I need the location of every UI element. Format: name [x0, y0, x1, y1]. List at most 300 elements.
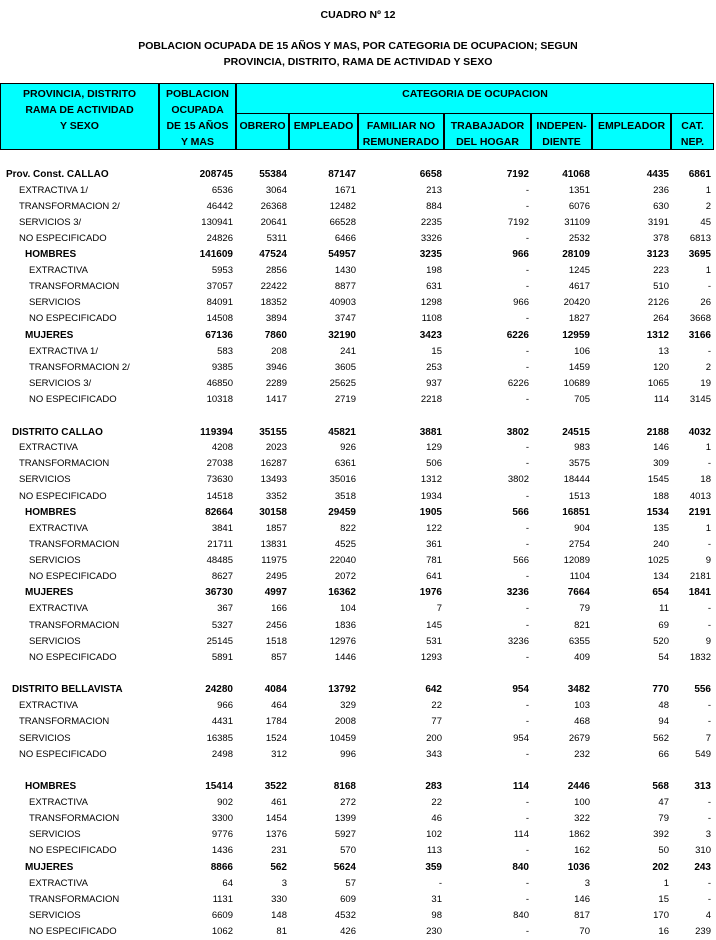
row-value-5: 3802 [506, 427, 529, 438]
row-value-1: 9385 [211, 362, 233, 373]
row-value-6: 79 [579, 603, 590, 614]
row-value-5: - [525, 185, 529, 196]
row-value-7: 3123 [646, 249, 669, 260]
row-value-6: 1827 [568, 313, 590, 324]
row-value-3: 104 [340, 603, 356, 614]
row-value-7: 1025 [647, 555, 669, 566]
row-value-8: 6813 [689, 233, 711, 244]
row-value-3: 40903 [329, 297, 356, 308]
row-value-8: 556 [694, 684, 711, 695]
table-row [0, 295, 716, 311]
row-value-8: 2181 [689, 571, 711, 582]
row-value-6: 24515 [562, 427, 590, 438]
header-provincia-line-3: Y SEXO [60, 120, 99, 132]
row-value-1: 5891 [211, 652, 233, 663]
row-label: TRANSFORMACION 2/ [29, 362, 130, 373]
table-row [0, 537, 716, 553]
row-value-5: 114 [513, 829, 529, 840]
row-value-6: 3482 [567, 684, 590, 695]
table-subtitle-line-1: POBLACION OCUPADA DE 15 AÑOS Y MAS, POR CATEGORIA DE OCUPACION; SEGUN [138, 40, 578, 52]
row-value-7: 50 [658, 845, 669, 856]
row-value-5: 6226 [506, 330, 529, 341]
row-label: MUJERES [25, 330, 74, 341]
row-value-7: 520 [653, 636, 669, 647]
row-value-3: 3518 [334, 491, 356, 502]
table-row [0, 714, 716, 730]
row-value-5: - [525, 845, 529, 856]
table-row [0, 843, 716, 859]
row-value-6: 2446 [567, 781, 590, 792]
row-value-1: 1131 [212, 894, 233, 905]
row-value-6: 18444 [563, 474, 590, 485]
table-row [0, 618, 716, 634]
row-value-6: 2679 [568, 733, 590, 744]
row-value-6: 146 [574, 894, 590, 905]
row-value-3: 6361 [334, 458, 356, 469]
row-value-8: 549 [695, 749, 711, 760]
row-value-7: 378 [653, 233, 669, 244]
table-row [0, 650, 716, 666]
row-value-6: 100 [574, 797, 590, 808]
row-value-2: 2856 [265, 265, 287, 276]
row-value-4: 641 [426, 571, 442, 582]
row-value-5: - [525, 620, 529, 631]
row-label: SERVICIOS [29, 829, 81, 840]
header-categoria-line-1: CATEGORIA DE OCUPACION [402, 88, 548, 100]
row-value-7: 1545 [647, 474, 669, 485]
row-value-6: 16851 [562, 507, 590, 518]
row-value-3: 35016 [329, 474, 356, 485]
row-value-1: 14518 [206, 491, 233, 502]
header-sub-3-line-2: REMUNERADO [362, 136, 440, 148]
row-value-4: 22 [431, 797, 442, 808]
row-value-7: 13 [658, 346, 669, 357]
table-row [0, 585, 716, 601]
table-row [0, 360, 716, 376]
row-value-4: 283 [425, 781, 442, 792]
row-value-3: 5624 [333, 862, 356, 873]
row-value-3: 2008 [334, 716, 356, 727]
row-value-7: 134 [653, 571, 669, 582]
row-value-2: 55384 [259, 169, 287, 180]
row-value-5: - [525, 313, 529, 324]
row-value-5: - [525, 442, 529, 453]
row-value-7: 48 [658, 700, 669, 711]
row-value-6: 409 [574, 652, 590, 663]
table-row [0, 440, 716, 456]
row-value-8: 2191 [688, 507, 711, 518]
row-value-3: 54957 [328, 249, 356, 260]
row-value-5: 966 [512, 249, 529, 260]
row-value-6: 28109 [562, 249, 590, 260]
table-row [0, 247, 716, 263]
row-value-8: 313 [694, 781, 711, 792]
table-row [0, 908, 716, 924]
row-value-6: 4617 [568, 281, 590, 292]
row-value-1: 3841 [211, 523, 233, 534]
table-row [0, 553, 716, 569]
row-value-2: 857 [271, 652, 287, 663]
row-value-1: 4431 [211, 716, 233, 727]
row-value-8: - [707, 281, 711, 292]
row-value-6: 6076 [568, 201, 590, 212]
row-value-4: 7 [436, 603, 442, 614]
row-value-7: 3191 [647, 217, 669, 228]
row-value-2: 1417 [265, 394, 287, 405]
row-value-7: 240 [653, 539, 669, 550]
row-value-5: - [525, 700, 529, 711]
row-value-3: 570 [340, 845, 356, 856]
row-value-8: 3166 [688, 330, 711, 341]
row-value-1: 141609 [199, 249, 233, 260]
row-value-3: 8877 [334, 281, 356, 292]
row-value-5: - [525, 716, 529, 727]
row-value-2: 2023 [265, 442, 287, 453]
row-value-4: 531 [426, 636, 442, 647]
row-value-6: 2754 [568, 539, 590, 550]
row-label: SERVICIOS [29, 910, 81, 921]
row-value-3: 996 [340, 749, 356, 760]
row-value-4: 129 [426, 442, 442, 453]
row-value-5: - [525, 265, 529, 276]
row-value-1: 208745 [199, 169, 233, 180]
row-value-2: 464 [271, 700, 287, 711]
row-value-4: 122 [426, 523, 442, 534]
row-value-8: - [707, 603, 711, 614]
row-label: NO ESPECIFICADO [29, 571, 117, 582]
row-value-2: 208 [271, 346, 287, 357]
row-value-1: 5327 [211, 620, 233, 631]
row-value-3: 29459 [328, 507, 356, 518]
row-value-1: 46850 [206, 378, 233, 389]
row-value-6: 1245 [568, 265, 590, 276]
table-row [0, 328, 716, 344]
header-poblacion-line-2: OCUPADA [171, 104, 224, 116]
row-value-4: 46 [431, 813, 442, 824]
row-value-5: 966 [513, 297, 529, 308]
row-value-4: 642 [425, 684, 442, 695]
row-value-7: 47 [658, 797, 669, 808]
table-row [0, 682, 716, 698]
table-row [0, 263, 716, 279]
row-value-2: 2289 [265, 378, 287, 389]
row-value-2: 3946 [265, 362, 287, 373]
row-value-2: 3064 [265, 185, 287, 196]
row-value-4: 2218 [420, 394, 442, 405]
table-row [0, 376, 716, 392]
row-label: EXTRACTIVA [29, 797, 88, 808]
row-value-3: 25625 [329, 378, 356, 389]
row-label: TRANSFORMACION [29, 620, 120, 631]
row-value-4: 361 [426, 539, 442, 550]
table-row [0, 747, 716, 763]
row-label: DISTRITO CALLAO [12, 427, 103, 438]
header-sub-4-line-2: DEL HOGAR [456, 136, 519, 148]
row-value-8: - [707, 813, 711, 824]
row-value-1: 6609 [211, 910, 233, 921]
row-value-5: - [525, 926, 529, 937]
row-value-1: 5953 [211, 265, 233, 276]
row-value-1: 119394 [200, 427, 233, 438]
row-value-2: 1857 [265, 523, 287, 534]
table-row [0, 569, 716, 585]
row-value-4: 198 [426, 265, 442, 276]
row-value-7: 1065 [647, 378, 669, 389]
row-value-5: 840 [512, 862, 529, 873]
row-value-8: 6861 [688, 169, 711, 180]
row-value-3: 22040 [329, 555, 356, 566]
row-value-6: 70 [579, 926, 590, 937]
row-value-4: 77 [431, 716, 442, 727]
header-provincia-line-2: RAMA DE ACTIVIDAD [25, 104, 134, 116]
row-value-7: 69 [658, 620, 669, 631]
row-value-7: 568 [652, 781, 669, 792]
row-value-2: 20641 [260, 217, 287, 228]
row-value-8: 3695 [688, 249, 711, 260]
row-label: TRANSFORMACION [19, 458, 110, 469]
row-value-7: 2188 [646, 427, 669, 438]
row-value-8: 1 [705, 523, 711, 534]
row-value-1: 84091 [206, 297, 233, 308]
row-value-4: 6658 [419, 169, 442, 180]
row-value-5: 3236 [507, 636, 529, 647]
row-value-6: 1862 [568, 829, 590, 840]
row-value-8: 310 [695, 845, 711, 856]
row-value-6: 41068 [562, 169, 590, 180]
row-value-2: 4997 [264, 587, 287, 598]
table-row [0, 472, 716, 488]
row-label: HOMBRES [25, 249, 77, 260]
row-value-5: - [525, 346, 529, 357]
row-value-5: - [525, 603, 529, 614]
row-value-8: 9 [705, 555, 711, 566]
row-value-2: 7860 [264, 330, 287, 341]
row-value-3: 12976 [329, 636, 356, 647]
table-row [0, 698, 716, 714]
row-label: EXTRACTIVA 1/ [29, 346, 98, 357]
row-value-2: 3894 [265, 313, 287, 324]
row-value-8: - [707, 797, 711, 808]
table-row [0, 199, 716, 215]
row-value-7: 309 [653, 458, 669, 469]
row-value-5: 954 [512, 684, 529, 695]
row-value-3: 426 [340, 926, 356, 937]
row-value-2: 13493 [260, 474, 287, 485]
row-value-5: - [525, 523, 529, 534]
row-value-1: 9776 [211, 829, 233, 840]
row-value-4: 3881 [419, 427, 442, 438]
row-value-7: 54 [658, 652, 669, 663]
row-value-1: 902 [217, 797, 233, 808]
row-value-7: 79 [658, 813, 669, 824]
row-value-6: 106 [574, 346, 590, 357]
row-value-8: 4 [705, 910, 711, 921]
row-value-7: 15 [658, 894, 669, 905]
header-sub-7-line-2: NEP. [680, 136, 705, 148]
header-poblacion-line-4: Y MAS [180, 136, 215, 148]
row-value-6: 705 [574, 394, 590, 405]
table-row [0, 279, 716, 295]
row-value-3: 3747 [334, 313, 356, 324]
table-row [0, 505, 716, 521]
row-value-6: 1459 [568, 362, 590, 373]
row-value-1: 8627 [211, 571, 233, 582]
row-value-5: - [525, 281, 529, 292]
row-value-6: 468 [574, 716, 590, 727]
row-label: MUJERES [25, 587, 74, 598]
row-value-8: - [707, 700, 711, 711]
row-value-3: 1446 [334, 652, 356, 663]
row-value-1: 46442 [206, 201, 233, 212]
row-label: EXTRACTIVA [29, 523, 88, 534]
row-value-8: - [707, 716, 711, 727]
row-value-6: 904 [574, 523, 590, 534]
row-value-3: 2072 [334, 571, 356, 582]
row-value-5: - [525, 571, 529, 582]
row-value-6: 2532 [568, 233, 590, 244]
row-value-4: 145 [426, 620, 442, 631]
row-value-7: 1312 [646, 330, 669, 341]
row-value-1: 24826 [206, 233, 233, 244]
table-row [0, 489, 716, 505]
row-value-8: 4032 [688, 427, 711, 438]
row-value-8: 26 [700, 297, 711, 308]
row-value-3: 13792 [328, 684, 356, 695]
row-value-3: 8168 [333, 781, 356, 792]
row-label: NO ESPECIFICADO [29, 926, 117, 937]
row-value-7: 223 [653, 265, 669, 276]
row-value-2: 11975 [261, 555, 287, 566]
row-value-4: 22 [431, 700, 442, 711]
row-value-5: - [525, 797, 529, 808]
header-sub-3-line-1: FAMILIAR NO [366, 120, 436, 132]
row-value-6: 10689 [563, 378, 590, 389]
header-sub-6-line-1: EMPLEADOR [597, 120, 666, 132]
row-value-4: 15 [431, 346, 442, 357]
row-value-3: 4525 [334, 539, 356, 550]
row-value-2: 2495 [265, 571, 287, 582]
row-label: EXTRACTIVA [29, 265, 88, 276]
row-value-1: 10318 [206, 394, 233, 405]
row-value-1: 367 [217, 603, 233, 614]
row-value-7: 1534 [646, 507, 669, 518]
row-value-3: 1430 [334, 265, 356, 276]
row-value-7: 11 [659, 603, 669, 614]
row-value-3: 6466 [334, 233, 356, 244]
row-value-4: 506 [426, 458, 442, 469]
table-row [0, 924, 716, 940]
row-value-8: - [707, 346, 711, 357]
header-sub-2-line-1: EMPLEADO [293, 120, 354, 132]
row-value-4: 1298 [420, 297, 442, 308]
row-value-8: 2 [705, 201, 711, 212]
row-label: SERVICIOS [29, 555, 81, 566]
row-label: NO ESPECIFICADO [29, 394, 117, 405]
row-value-3: 1836 [334, 620, 356, 631]
row-value-8: 3145 [689, 394, 711, 405]
row-value-2: 35155 [259, 427, 287, 438]
row-value-7: 135 [653, 523, 669, 534]
row-label: SERVICIOS [29, 297, 81, 308]
table-row [0, 215, 716, 231]
row-value-4: 937 [426, 378, 442, 389]
row-value-3: 45821 [328, 427, 356, 438]
table-row [0, 167, 716, 183]
row-value-6: 983 [574, 442, 590, 453]
row-value-7: 392 [653, 829, 669, 840]
table-row [0, 731, 716, 747]
table-row [0, 779, 716, 795]
row-value-2: 47524 [259, 249, 287, 260]
row-value-3: 272 [340, 797, 356, 808]
row-label: NO ESPECIFICADO [19, 491, 107, 502]
row-value-5: - [525, 894, 529, 905]
row-value-2: 1784 [265, 716, 287, 727]
row-value-2: 26368 [260, 201, 287, 212]
row-value-2: 3522 [264, 781, 287, 792]
row-value-2: 166 [271, 603, 287, 614]
row-value-2: 5311 [266, 233, 287, 244]
row-value-7: 120 [653, 362, 669, 373]
row-value-4: 213 [426, 185, 442, 196]
row-value-1: 15414 [205, 781, 233, 792]
row-value-8: 7 [705, 733, 711, 744]
row-value-2: 461 [271, 797, 287, 808]
row-value-1: 1062 [211, 926, 233, 937]
row-value-5: - [525, 813, 529, 824]
row-value-3: 609 [340, 894, 356, 905]
row-value-7: 146 [653, 442, 669, 453]
row-value-1: 3300 [211, 813, 233, 824]
header-sub-1-line-1: OBRERO [239, 120, 286, 132]
row-value-6: 821 [574, 620, 590, 631]
row-value-5: - [525, 233, 529, 244]
row-value-6: 3575 [568, 458, 590, 469]
row-value-1: 2498 [211, 749, 233, 760]
table-title: CUADRO Nº 12 [320, 9, 396, 21]
row-value-5: - [525, 491, 529, 502]
row-value-4: 781 [426, 555, 442, 566]
row-value-6: 12959 [562, 330, 590, 341]
row-value-2: 1454 [265, 813, 287, 824]
row-value-4: 884 [426, 201, 442, 212]
row-value-4: 343 [426, 749, 442, 760]
row-value-4: 359 [425, 862, 442, 873]
table-row [0, 344, 716, 360]
row-value-1: 4208 [211, 442, 233, 453]
row-value-3: 1671 [334, 185, 356, 196]
row-value-7: 16 [658, 926, 669, 937]
row-value-3: 66528 [329, 217, 356, 228]
row-value-7: 264 [653, 313, 669, 324]
row-value-5: - [525, 539, 529, 550]
row-value-4: 1108 [421, 313, 442, 324]
row-value-7: 170 [653, 910, 669, 921]
row-value-3: 1399 [334, 813, 356, 824]
row-value-2: 3 [281, 878, 287, 889]
row-label: TRANSFORMACION [29, 894, 120, 905]
row-value-1: 24280 [205, 684, 233, 695]
row-label: NO ESPECIFICADO [19, 233, 107, 244]
row-label: EXTRACTIVA [19, 442, 78, 453]
row-value-3: 57 [345, 878, 356, 889]
row-value-1: 48485 [206, 555, 233, 566]
table-row [0, 311, 716, 327]
row-value-1: 27038 [206, 458, 233, 469]
row-value-2: 148 [271, 910, 287, 921]
row-value-2: 4084 [264, 684, 287, 695]
row-value-2: 330 [271, 894, 287, 905]
